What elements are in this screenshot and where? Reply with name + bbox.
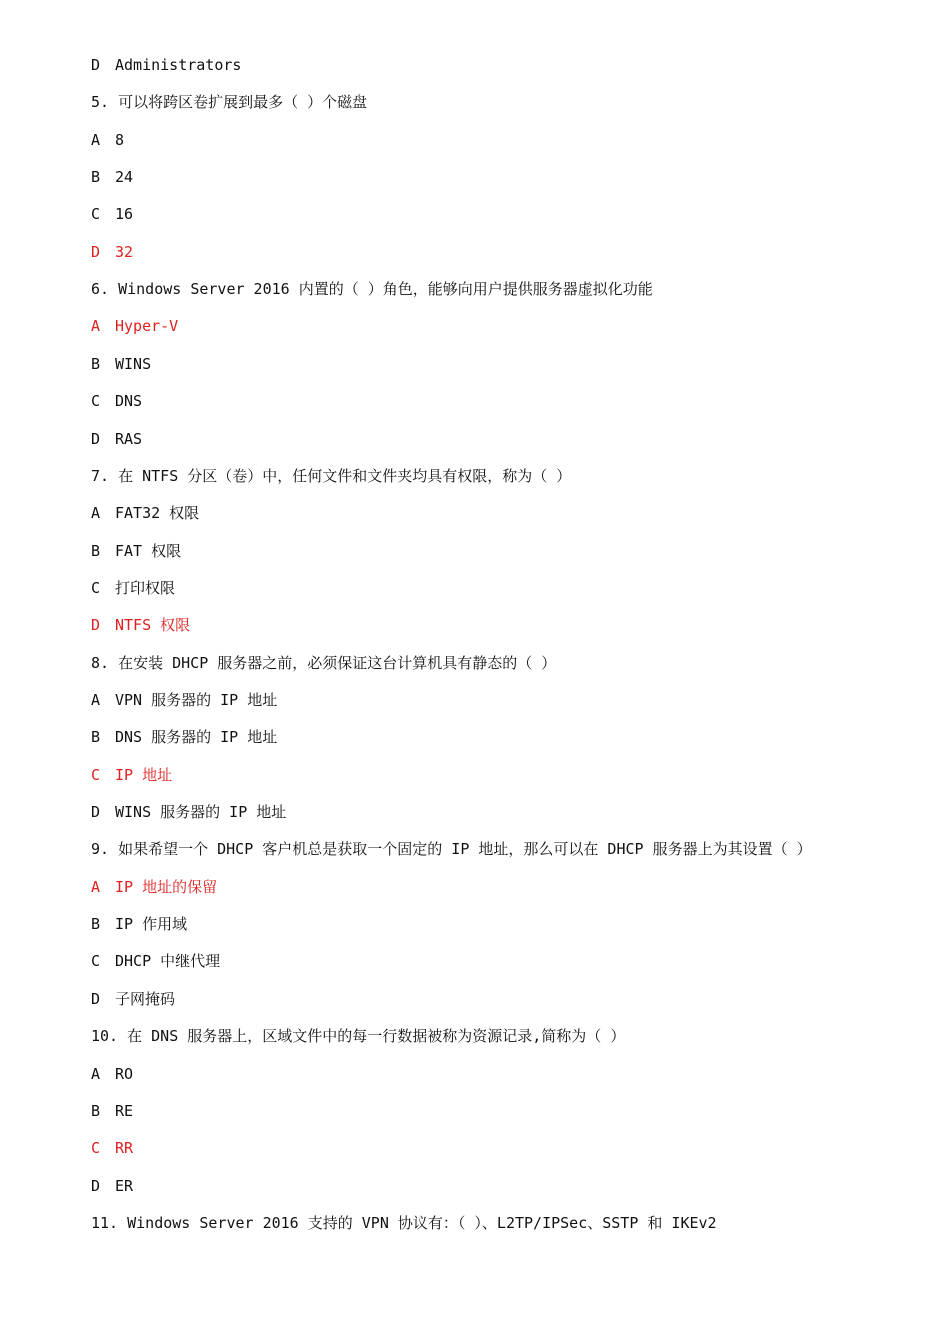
option-letter: D	[91, 616, 101, 635]
question-number: 7.	[91, 466, 110, 485]
option-text: ER	[115, 1176, 134, 1195]
option-text: IP 地址	[115, 765, 173, 784]
option-letter: B	[91, 728, 101, 747]
option-line	[91, 503, 199, 523]
question-text: 可以将跨区卷扩展到最多（ ）个磁盘	[118, 93, 368, 112]
option-text: DNS	[115, 392, 143, 411]
option-text: 16	[115, 205, 134, 224]
option-letter: C	[91, 392, 101, 411]
option-letter: D	[91, 429, 101, 448]
option-line	[91, 690, 277, 710]
correct-option-line	[91, 765, 172, 785]
option-text: RO	[115, 1064, 134, 1083]
option-line	[91, 130, 124, 150]
option-text: 32	[115, 242, 134, 261]
option-letter: B	[91, 915, 101, 934]
option-text: RR	[115, 1139, 134, 1158]
option-letter: D	[91, 56, 101, 74]
option-letter: A	[91, 877, 101, 896]
option-text: 子网掩码	[115, 989, 176, 1008]
option-text: WINS 服务器的 IP 地址	[115, 803, 287, 821]
option-letter: B	[91, 168, 101, 187]
question-line	[91, 92, 367, 112]
question-text: Windows Server 2016 内置的（ ）角色，能够向用户提供服务器虚拟化功能	[118, 280, 653, 299]
question-text: 在安装 DHCP 服务器之前，必须保证这台计算机具有静态的（ ）	[118, 653, 557, 672]
option-text: RAS	[115, 429, 143, 448]
option-letter: A	[91, 130, 101, 149]
question-line	[91, 279, 653, 299]
option-line	[91, 391, 142, 411]
question-number: 10.	[91, 1027, 119, 1046]
question-line	[91, 653, 556, 673]
option-letter: D	[91, 989, 101, 1008]
question-number: 5.	[91, 93, 110, 112]
option-letter: C	[91, 205, 101, 224]
question-number: 9.	[91, 840, 110, 859]
option-letter: B	[91, 541, 101, 560]
option-text: Administrators	[115, 56, 242, 74]
option-letter: D	[91, 803, 101, 821]
correct-option-line	[91, 615, 190, 635]
option-text: IP 作用域	[115, 915, 188, 934]
option-line	[91, 429, 142, 449]
option-text: NTFS 权限	[115, 616, 191, 635]
option-line	[91, 167, 133, 187]
option-letter: A	[91, 691, 101, 709]
option-line	[91, 727, 277, 747]
option-line	[91, 541, 181, 561]
option-text: IP 地址的保留	[115, 877, 218, 896]
option-text: DHCP 中继代理	[115, 952, 221, 971]
correct-option-line	[91, 1138, 133, 1158]
question-text: Windows Server 2016 支持的 VPN 协议有：（ ）、L2TP/IPSec、SSTP 和 IKEv2	[127, 1213, 717, 1232]
question-number: 8.	[91, 653, 110, 672]
option-line	[91, 989, 175, 1009]
question-text: 在 DNS 服务器上，区域文件中的每一行数据被称为资源记录,简称为（ ）	[127, 1027, 626, 1046]
option-line	[91, 1101, 133, 1121]
question-line	[91, 1213, 717, 1233]
option-line	[91, 1176, 133, 1196]
question-number: 6.	[91, 280, 110, 299]
option-text: 打印权限	[115, 578, 176, 597]
option-text: 24	[115, 168, 134, 187]
question-text: 如果希望一个 DHCP 客户机总是获取一个固定的 IP 地址，那么可以在 DHCP 服务器上为其设置（ ）	[118, 840, 812, 859]
option-line	[91, 802, 286, 822]
correct-option-line	[91, 877, 217, 897]
option-line	[91, 55, 241, 75]
option-line	[91, 354, 151, 374]
option-text: WINS	[115, 354, 152, 373]
option-letter: D	[91, 1176, 101, 1195]
option-line	[91, 1064, 133, 1084]
option-letter: B	[91, 354, 101, 373]
option-text: FAT32 权限	[115, 504, 200, 523]
option-letter: C	[91, 1139, 101, 1158]
option-text: Hyper-V	[115, 317, 179, 336]
option-letter: C	[91, 765, 101, 784]
option-letter: A	[91, 504, 101, 523]
question-text: 在 NTFS 分区（卷）中，任何文件和文件夹均具有权限，称为（ ）	[118, 466, 572, 485]
option-line	[91, 951, 220, 971]
question-line	[91, 1026, 625, 1046]
option-letter: B	[91, 1101, 101, 1120]
option-letter: D	[91, 242, 101, 261]
option-text: 8	[115, 130, 125, 149]
option-letter: C	[91, 952, 101, 971]
option-letter: A	[91, 317, 101, 336]
option-text: DNS 服务器的 IP 地址	[115, 728, 278, 747]
option-letter: A	[91, 1064, 101, 1083]
option-letter: C	[91, 578, 101, 597]
question-line	[91, 839, 812, 859]
option-text: RE	[115, 1101, 134, 1120]
question-number: 11.	[91, 1213, 119, 1232]
option-line	[91, 204, 133, 224]
option-text: FAT 权限	[115, 541, 182, 560]
question-line	[91, 466, 571, 486]
option-line	[91, 914, 187, 934]
correct-option-line	[91, 316, 178, 336]
correct-option-line	[91, 242, 133, 262]
option-text: VPN 服务器的 IP 地址	[115, 691, 278, 709]
option-line	[91, 578, 175, 598]
